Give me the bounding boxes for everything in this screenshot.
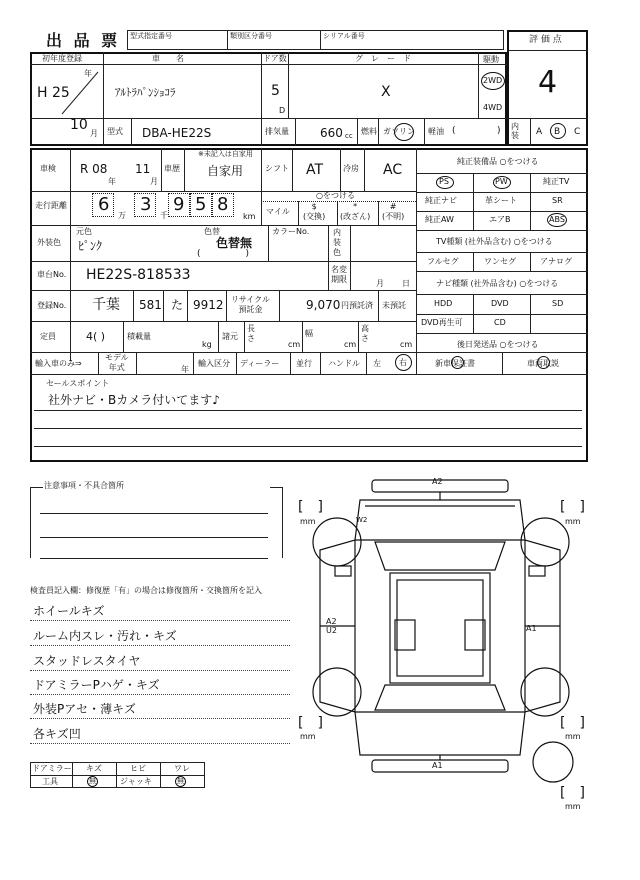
year-unit: 年 <box>84 69 92 78</box>
first-reg-month: 10 <box>70 117 88 133</box>
type-cert-label: 型式指定番号 <box>130 32 172 40</box>
shift-label: シフト <box>265 164 289 173</box>
interior-grade-b: B <box>554 127 561 137</box>
interior-grade-c: C <box>574 127 581 137</box>
tv-oneseg: ワンセグ <box>484 257 516 266</box>
serial-no-label: シリアル番号 <box>323 32 365 40</box>
shaken-label: 車検 <box>40 164 56 173</box>
equip-leather: 革シート <box>485 196 517 205</box>
grade-value: X <box>381 84 391 100</box>
reg-no-label: 登録No. <box>37 301 67 310</box>
mile-opt-tampered: * (改ざん) <box>340 202 371 221</box>
door-suffix: D <box>279 106 286 115</box>
later-manual: 車両取説 <box>527 359 559 368</box>
inspector-note: 検査員記入欄：修復歴「有」の場合は修復箇所・交換箇所を記入 <box>30 586 262 595</box>
mark-pillar: A2 U2 <box>326 617 337 635</box>
inspector-line-5: 外装Pアセ・薄キズ <box>33 702 136 716</box>
import-only-label: 輸入車のみ⇒ <box>35 359 82 368</box>
rating-label: 評 価 点 <box>529 35 562 45</box>
mileage-digit-3: 9 <box>173 194 185 215</box>
doors-label: ドア数 <box>263 54 287 63</box>
reg-number: 9912 <box>193 298 224 312</box>
reg-place: 千葉 <box>92 297 120 313</box>
serial-fields <box>127 30 504 50</box>
capacity-value: 4( ) <box>86 330 106 343</box>
fuel-label: 燃料 <box>361 127 377 136</box>
inspector-line-2: ルーム内スレ・汚れ・キズ <box>33 629 177 643</box>
inspector-line-4: ドアミラーPハゲ・キズ <box>33 678 160 692</box>
shift-value: AT <box>306 162 324 178</box>
mileage-digit-5: 8 <box>217 194 229 215</box>
equip-genuine-tv: 純正TV <box>543 177 570 186</box>
equip-abs: ABS <box>549 215 565 224</box>
mark-rear-bumper: A1 <box>432 761 443 770</box>
chassis-no-value: HE22S-818533 <box>86 267 191 283</box>
car-name: ｱﾙﾄﾗﾊﾟﾝｼｮｺﾗ <box>115 86 176 99</box>
door-count: 5 <box>271 83 280 99</box>
mileage-digit-4: 5 <box>195 194 207 215</box>
car-name-label: 車 名 <box>152 54 184 63</box>
mark-right-side: A1 <box>526 624 537 633</box>
interior-color-label: 内 装 色 <box>333 228 341 257</box>
ac-value: AC <box>383 162 403 178</box>
not-deposited: 未預託 <box>382 301 406 310</box>
later-warranty: 新車保証書 <box>435 359 475 368</box>
first-reg-era: H 25 <box>37 85 70 101</box>
model-code: DBA-HE22S <box>142 126 212 140</box>
equip-genuine-navi: 純正ナビ <box>425 196 457 205</box>
inspector-line-1: ホイールキズ <box>33 604 105 618</box>
navi-type-title: ナビ種類 (社外品含む) ○をつける <box>436 279 559 288</box>
grade-label: グ レ ー ド <box>355 54 411 63</box>
month-unit: 月 <box>90 129 98 138</box>
drive-2wd: 2WD <box>483 76 503 85</box>
recycle-amount: 9,070 <box>306 298 341 312</box>
mark-front-bumper: A2 <box>432 477 443 486</box>
tv-type-title: TV種類 (社外品含む) ○をつける <box>436 237 553 246</box>
date-divider-slash <box>60 70 100 116</box>
sheet-title: 出 品 票 <box>46 31 121 50</box>
history-value: 自家用 <box>207 164 244 178</box>
shaken-year: R 08 <box>80 162 108 176</box>
mark-roof: W2 <box>356 516 368 524</box>
later-items-title: 後日発送品 ○をつける <box>457 340 539 349</box>
navi-sd: SD <box>552 299 564 308</box>
handle-right: 右 <box>399 358 407 367</box>
navi-dvd: DVD <box>491 299 509 308</box>
genuine-equip-title: 純正装備品 ○をつける <box>457 157 539 166</box>
equip-airbag: エアB <box>489 215 511 224</box>
recycle-label: リサイクル 預託金 <box>231 295 270 314</box>
exterior-color-label: 外装色 <box>37 238 61 247</box>
reg-kana: た <box>171 298 184 312</box>
inspector-line-3: スタッドレスタイヤ <box>33 654 141 668</box>
navi-cd: CD <box>494 318 506 327</box>
sales-point-text: 社外ナビ・Bカメラ付いてます♪ <box>48 393 220 407</box>
displacement-label: 排気量 <box>265 127 289 136</box>
tv-analog: アナログ <box>540 257 572 266</box>
equip-ps: PS <box>439 177 449 186</box>
mile-check-label: ○をつける <box>316 191 355 200</box>
mile-opt-exchange: $ (交換) <box>303 202 326 221</box>
notes-title: 注意事項・不具合箇所 <box>44 481 124 490</box>
reg-class: 581 <box>139 298 162 312</box>
displacement-value: 660 <box>320 126 343 140</box>
first-reg-label: 初年度登録 <box>42 54 82 63</box>
mile-opt-unknown: # (不明) <box>382 202 405 221</box>
model-type-label: 型式 <box>107 127 123 136</box>
ac-label: 冷房 <box>343 164 359 173</box>
mile-opt-mile: マイル <box>266 207 290 216</box>
mileage-label: 走行距離 <box>35 201 67 210</box>
tv-fullseg: フルセグ <box>427 257 459 266</box>
interior-grade-a: A <box>536 127 543 137</box>
history-note: ※未記入は自家用 <box>198 150 253 158</box>
drive-label: 駆動 <box>483 55 499 64</box>
chassis-no-label: 車台No. <box>37 270 67 279</box>
mileage-digit-1: 6 <box>98 194 110 215</box>
car-damage-diagram <box>295 470 595 800</box>
history-label: 車歴 <box>164 164 180 173</box>
sales-point-label: セールスポイント <box>46 379 110 388</box>
interior-label: 内装 <box>511 122 519 140</box>
capacity-label: 定員 <box>40 332 56 341</box>
equip-pw: PW <box>495 177 508 186</box>
class-no-label: 類別区分番号 <box>230 32 272 40</box>
drive-4wd: 4WD <box>483 103 503 112</box>
navi-dvd-playback: DVD再生可 <box>421 318 463 327</box>
inspector-line-6: 各キズ凹 <box>33 727 81 741</box>
equip-genuine-aw: 純正AW <box>425 215 454 224</box>
mileage-digit-2: 3 <box>140 194 152 215</box>
rating-value: 4 <box>538 65 558 100</box>
shaken-month: 11 <box>135 162 151 176</box>
auction-sheet: 出 品 票 型式指定番号 類別区分番号 シリアル番号 評 価 点 4 内装 A B C 初年度登録 車 名 ドア数 グ レ ー ド 駆動 年 H 25 10 月 ｱﾙﾄﾗﾊﾟﾝｼｮｺﾗ 5 D X 2WD 4WD 型式 DBA-HE22S 排気量 660 cc 燃料 ガソリン 軽油 ( ) 車検 R 08 年 11 月 車歴 ※未記入は自家用 自家用 シフト AT 冷房 AC 走行距離 6 万 3 千 9 5 8 km ○をつける マイル $ (交換) * (改ざん) # (不明) 外装色 元色 ﾋﾟﾝｸ 色替 色替無 ( ) カラーNo. 内 装 色 車台No. HE22S-818533 名変 期限 月 日 登録No. 千葉 581 た 9912 リサイクル 預託金 9,070 円預託済 未預託 定員 4( ) 積載量 kg 諸元 長 さ cm 幅 cm 高 さ cm 輸入車のみ⇒ モデル 年式 年 輸入区分 ディーラー 並行 ハンドル 左 右 純正装備品 ○をつける PS PW 純正TV 純正ナビ 革シート SR 純正AW エアB ABS TV種類 (社外品含む) ○をつける フルセグ ワンセグ アナログ ナビ種類 (社外品含む) ○をつける HDD DVD SD DVD再生可 CD 後日発送品 ○をつける 新車保証書 車両取説 セールスポイント 社外ナビ・Bカメラ付いてます♪ 注意事項・不具合箇所 検査員記入欄：修復歴「有」の場合は修復箇所・交換箇所を記入 ホイールキズ ルーム内スレ・汚れ・キズ スタッドレスタイヤ ドアミラーPハゲ・キズ 外装Pアセ・薄キズ 各キズ凹 ドアミラー キズ ヒビ ワレ 工具 無 ジャッキ 無 A2 A1 A1 A2 U2 W2 [ ] mm [ ] mm [ ] mm [ ] mm [ ] mm <box>0 0 640 880</box>
navi-hdd: HDD <box>434 299 453 308</box>
name-change-label: 名変 期限 <box>331 265 347 284</box>
fuel-gasoline: ガソリン <box>383 127 415 136</box>
color-change-value: 色替無 <box>216 236 253 250</box>
equip-sr: SR <box>552 196 563 205</box>
color-no-label: カラーNo. <box>272 227 310 236</box>
color-orig-value: ﾋﾟﾝｸ <box>78 239 103 253</box>
cc-unit: cc <box>345 132 353 140</box>
fuel-kerosene: 軽油 <box>428 127 444 136</box>
